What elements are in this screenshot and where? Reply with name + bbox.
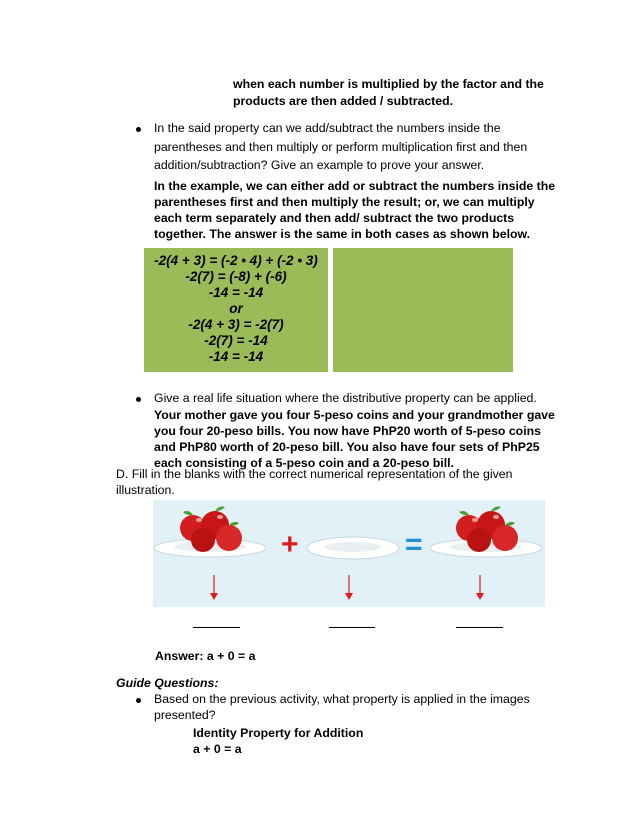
section-d-line-1: D. Fill in the blanks with the correct numerical representation of the given [116, 467, 513, 481]
question2-answer-line-4: each consisting of a 5-peso coin and a 20-peso bill. [154, 456, 454, 470]
question1-answer-line-4: together. The answer is the same in both cases as shown below. [154, 227, 531, 241]
example-line-7: -14 = -14 [208, 349, 264, 364]
question1-answer-line-3: each term separately and then add/ subtract the two products [154, 211, 515, 225]
question1-answer-line-2: parentheses first and then multiply the result; or, we can multiply [154, 195, 535, 209]
equals-sign: = [405, 528, 423, 561]
example-line-2: -2(7) = (-8) + (-6) [185, 269, 287, 284]
illustration-panel [153, 500, 545, 607]
section-d-line-2: illustration. [116, 483, 175, 497]
example-line-6: -2(7) = -14 [204, 333, 268, 348]
question1-line-1: In the said property can we add/subtract the numbers inside the [154, 121, 501, 135]
example-line-5: -2(4 + 3) = -2(7) [188, 317, 284, 332]
bullet-icon [136, 127, 141, 132]
guide-question-line-1: Based on the previous activity, what property is applied in the images [154, 692, 530, 706]
apples-on-plate-icon [154, 507, 266, 558]
example-box [144, 248, 328, 372]
question1-line-3: addition/subtraction? Give an example to prove your answer. [154, 158, 485, 172]
guide-question-line-2: presented? [154, 708, 216, 722]
guide-heading: Guide Questions: [116, 676, 219, 690]
down-arrow-icon [345, 575, 353, 600]
question2-answer-line-1: Your mother gave you four 5-peso coins and your grandmother gave [154, 408, 555, 422]
question1-line-2: parentheses and then multiply or perform multiplication first and then [154, 140, 528, 154]
bullet-icon [136, 397, 141, 402]
guide-answer-title: Identity Property for Addition [193, 726, 364, 740]
blank-2[interactable] [329, 627, 375, 628]
question2-text: Give a real life situation where the distributive property can be applied. [154, 391, 537, 405]
down-arrow-icon [476, 575, 484, 600]
example-box-empty [333, 248, 513, 372]
bullet-icon [136, 698, 141, 703]
blank-1[interactable] [193, 627, 240, 628]
intro-line-2: products are then added / subtracted. [233, 94, 454, 108]
question1-answer-line-1: In the example, we can either add or subtract the numbers inside the [154, 179, 556, 193]
example-line-or: or [229, 301, 243, 316]
example-line-3: -14 = -14 [208, 285, 264, 300]
down-arrow-icon [210, 575, 218, 600]
guide-answer-formula: a + 0 = a [193, 742, 242, 756]
example-line-1: -2(4 + 3) = (-2 • 4) + (-2 • 3) [154, 253, 318, 268]
plus-sign: + [281, 528, 299, 561]
question2-answer-line-3: and PhP80 worth of 20-peso bill. You also have four sets of PhP25 [154, 440, 540, 454]
question2-answer-line-2: you four 20-peso bills. You now have PhP20 worth of 5-peso coins [154, 424, 541, 438]
apples-on-plate-icon [430, 507, 542, 558]
blank-3[interactable] [456, 627, 503, 628]
intro-line-1: when each number is multiplied by the factor and the [233, 77, 544, 91]
answer-text: Answer: a + 0 = a [155, 649, 256, 663]
empty-plate-icon [307, 537, 399, 559]
